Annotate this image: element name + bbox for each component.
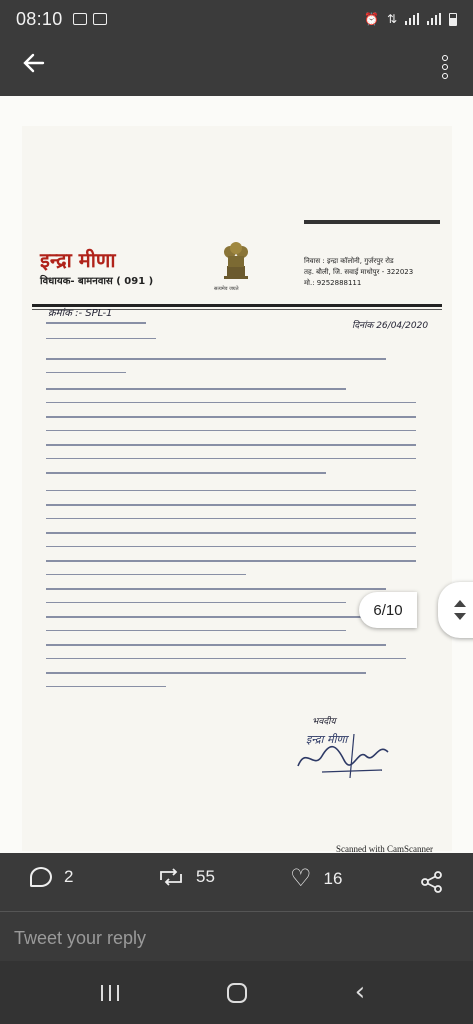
share-icon[interactable] <box>421 871 443 893</box>
handwritten-line <box>46 630 346 631</box>
back-arrow-icon[interactable] <box>18 50 50 82</box>
app-notification-icon <box>93 13 107 25</box>
handwritten-line <box>46 358 386 360</box>
handwritten-line <box>46 504 416 506</box>
handwritten-line <box>46 322 146 324</box>
handwritten-line <box>46 388 346 390</box>
handwritten-line <box>46 686 166 687</box>
handwritten-line <box>46 472 326 474</box>
signature-label: भवदीय <box>312 717 336 727</box>
gallery-icon <box>73 13 87 25</box>
handwritten-line <box>46 546 416 547</box>
handwritten-line <box>46 444 416 446</box>
tweet-reply-input[interactable] <box>14 926 434 950</box>
letterhead-address: निवास : इन्द्रा कॉलोनी, गुर्जरपुर रोड तह. बौली, जि. सवाई माधोपुर - 322023 मो.: 9252888111 <box>304 257 414 287</box>
back-arrow-svg <box>21 50 47 76</box>
handwritten-line <box>46 644 386 646</box>
home-icon[interactable] <box>227 983 247 1003</box>
app-bar <box>0 38 473 96</box>
reply-bar <box>0 911 473 961</box>
status-time: 08:10 <box>16 8 63 29</box>
handwritten-line <box>46 518 416 519</box>
emblem-caption: सत्यमेव जयते <box>214 286 239 292</box>
handwritten-line <box>46 602 346 603</box>
reference-number: क्रमांक :- SPL-1 <box>48 308 113 319</box>
handwritten-line <box>46 338 156 339</box>
letterhead-name: इन्द्रा मीणा <box>40 248 116 272</box>
handwritten-line <box>46 402 416 403</box>
reply-icon <box>30 867 52 887</box>
handwritten-line <box>46 574 246 575</box>
signal-2-icon <box>427 13 441 25</box>
fast-scroll-handle[interactable] <box>438 582 473 638</box>
letter-date: दिनांक 26/04/2020 <box>352 321 429 331</box>
handwritten-line <box>46 372 126 373</box>
letterhead-title: विधायक- बामनवास ( 091 ) <box>40 276 154 287</box>
scroll-up-icon <box>454 600 466 607</box>
reply-count: 2 <box>64 867 74 886</box>
letterhead-rule-top <box>304 220 440 224</box>
page-indicator: 6/10 <box>359 592 417 628</box>
handwritten-line <box>46 458 416 459</box>
recents-icon[interactable] <box>98 981 128 1005</box>
tweet-action-bar <box>0 853 473 911</box>
nav-back-icon[interactable]: ‹ <box>354 977 366 1007</box>
like-count: 16 <box>323 869 343 888</box>
data-arrows-icon: ⇅ <box>386 12 397 26</box>
handwritten-line <box>46 560 416 562</box>
handwritten-line <box>46 416 416 418</box>
system-nav-bar <box>0 961 473 1024</box>
battery-icon <box>449 13 457 26</box>
handwritten-line <box>46 616 406 618</box>
status-bar <box>0 0 473 38</box>
state-emblem-icon <box>218 236 254 286</box>
retweet-count: 55 <box>196 867 215 886</box>
handwritten-line <box>46 672 366 674</box>
handwritten-line <box>46 588 386 590</box>
handwritten-line <box>46 430 416 431</box>
reply-button[interactable] <box>30 867 73 887</box>
scroll-down-icon <box>454 613 466 620</box>
handwritten-line <box>46 490 416 491</box>
signal-1-icon <box>405 13 419 25</box>
scanned-watermark-bottom: Scanned with CamScanner <box>336 844 433 853</box>
alarm-icon: ⏰ <box>363 12 379 26</box>
handwritten-line <box>46 532 416 534</box>
retweet-button[interactable] <box>158 867 215 887</box>
heart-icon: ♡ <box>290 865 312 892</box>
document-image[interactable] <box>0 96 473 853</box>
like-button[interactable] <box>290 867 342 891</box>
signature-name: इन्द्रा मीणा <box>306 733 348 746</box>
handwritten-line <box>46 658 406 659</box>
more-options-icon[interactable] <box>435 52 455 82</box>
status-icons <box>364 12 457 26</box>
retweet-icon <box>158 868 184 886</box>
